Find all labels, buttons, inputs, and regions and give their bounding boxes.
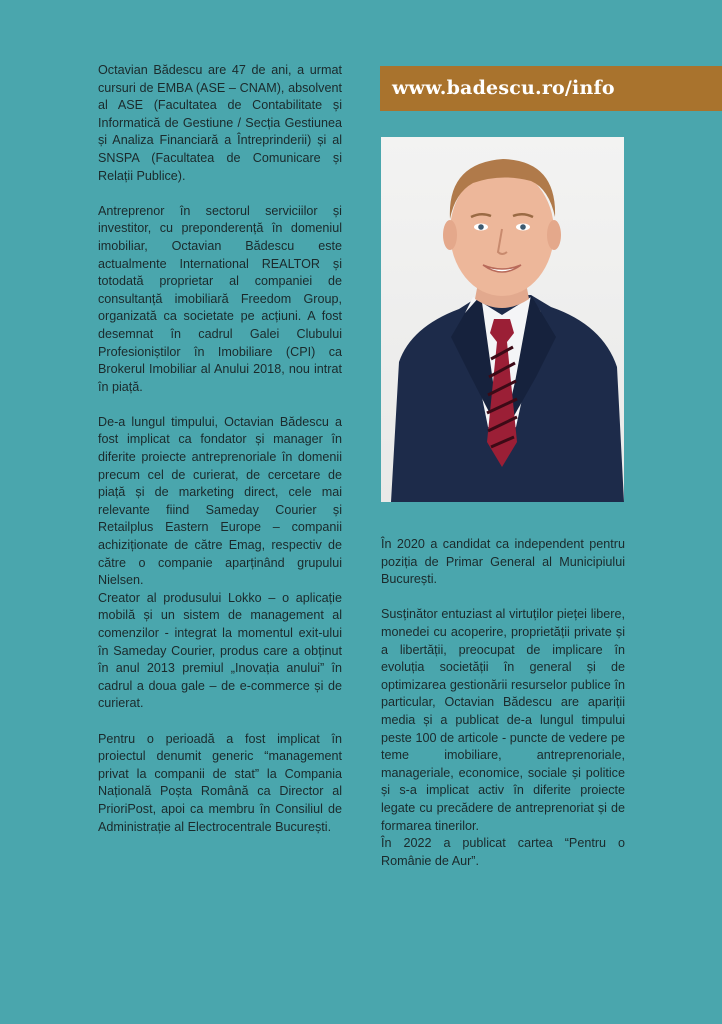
bio-paragraph-values: Susținător entuziast al virtuților pieței libere, monedei cu acoperire, proprietății private și a libertății, preocupat de implicare în evoluția societății în general și de optimizarea gestionării resurselor publice în particular, Octavian Bădescu are apariții media și a publicat de-a lungul timpului peste 100 de articole - puncte de vedere pe teme imobiliare, antreprenoriale, manageriale, economice, sociale și politice și s-a implicat activ în diferite proiecte legate cu precădere de antreprenoriat și de formarea tinerilor. bbox=[381, 607, 625, 833]
bio-paragraph-projects: De-a lungul timpului, Octavian Bădescu a fost implicat ca fondator și manager în diferite proiecte antreprenoriale în domenii precum cel de curierat, de cercetare de piață și de marketing direct, cele mai relevante fiind Sameday Courier și Retailplus Eastern Europe – companii achiziționate de către Emag, respectiv de către o companie aparținând grupului Nielsen. bbox=[98, 414, 342, 588]
bio-paragraph-education: Octavian Bădescu are 47 de ani, a urmat cursuri de EMBA (ASE – CNAM), absolvent al ASE (Facultatea de Contabilitate și Informatică de Gestiune / Secția Gestiunea și Analiza Financiară a Întreprinderii) și al SNSPA (Facultatea de Comunicare și Relații Publice). bbox=[98, 63, 342, 183]
portrait-photo bbox=[381, 137, 624, 502]
right-text-column bbox=[381, 536, 625, 888]
bio-paragraph-lokko: Creator al produsului Lokko – o aplicație mobilă și un sistem de management al comenzilor - integrat la momentul exit-ului în Sameday Courier, produs care a obținut în anul 2013 premiul „Inovația anului” în cadrul a doua gale – de e-commerce și de curierat. bbox=[98, 590, 342, 711]
bio-paragraph-posta: Pentru o perioadă a fost implicat în proiectul denumit generic “management privat la companii de stat” la Compania Națională Poșta Română ca Director al PrioriPost, apoi ca membru în Consiliul de Administrație al Electrocentrale București. bbox=[98, 731, 342, 834]
website-url-link[interactable]: www.badescu.ro/info bbox=[392, 77, 615, 99]
bio-paragraph-candidate: În 2020 a candidat ca independent pentru poziția de Primar General al Municipiului București. bbox=[381, 537, 625, 587]
website-banner[interactable] bbox=[380, 66, 722, 111]
left-text-column bbox=[98, 62, 342, 854]
bio-paragraph-entrepreneur: Antreprenor în sectorul serviciilor și investitor, cu preponderență în domeniul imobiliar, Octavian Bădescu este actualmente International REALTOR și totodată proprietar al companiei de consultanță imobiliară Freedom Group, organizată ca societate pe acțiuni. A fost desemnat în cadrul Galei Clubului Profesioniștilor în Imobiliare (CPI) ca Brokerul Imobiliar al Anului 2018, nou intrat în piață. bbox=[98, 203, 342, 394]
bio-paragraph-book: În 2022 a publicat cartea “Pentru o Românie de Aur”. bbox=[381, 836, 625, 868]
